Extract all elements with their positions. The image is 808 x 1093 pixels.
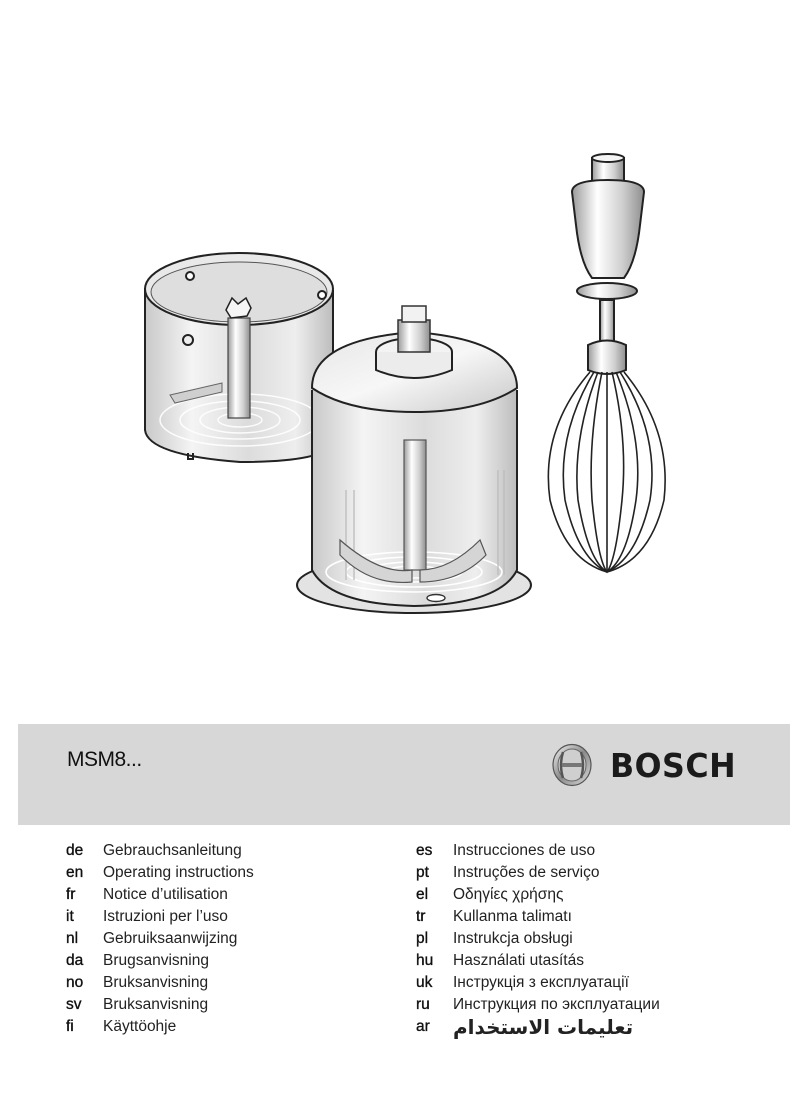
language-label: Kullanma talimatı [453,908,572,925]
language-label: Instrukcja obsługi [453,930,573,947]
language-code: pt [416,864,429,881]
language-label: Instrucciones de uso [453,842,596,859]
language-code: el [416,886,429,903]
language-code: ru [416,996,430,1013]
language-label: Instruções de serviço [453,864,600,881]
language-item [66,862,254,884]
language-label: تعليمات الاستخدام [453,1015,634,1039]
language-label: Operating instructions [103,864,254,881]
language-code: tr [416,908,426,925]
whisk-illustration [548,154,665,572]
language-label: Istruzioni per l’uso [103,908,228,925]
language-code: es [416,842,433,859]
language-item [66,840,254,862]
language-code: it [66,908,74,925]
language-label: Használati utasítás [453,952,584,969]
language-code: pl [416,930,429,947]
language-item [416,928,660,950]
language-code: fi [66,1018,74,1035]
cover-band [18,724,790,825]
language-list-left [66,840,254,1038]
language-code: en [66,864,84,881]
language-code: uk [416,974,433,991]
language-item [66,950,254,972]
bosch-armature-icon [550,743,594,787]
language-item [416,884,660,906]
language-label: Οδηγίες χρήσης [453,886,564,903]
language-item [66,928,254,950]
language-item [66,972,254,994]
language-item [416,972,660,994]
language-code: fr [66,886,76,903]
language-label: Інструкція з експлуатації [453,974,629,991]
language-item [66,884,254,906]
language-item [416,950,660,972]
language-code: hu [416,952,434,969]
language-item [66,1016,254,1038]
language-item [416,840,660,862]
brand-name: BOSCH [610,745,737,785]
language-code: ar [416,1018,430,1035]
language-item [416,862,660,884]
language-item [66,906,254,928]
language-code: no [66,974,84,991]
language-item [416,994,660,1016]
language-label: Gebrauchsanleitung [103,842,242,859]
language-label: Notice d’utilisation [103,886,228,903]
language-code: sv [66,996,82,1013]
language-list-right [416,840,660,1038]
brand-logo-group [550,742,741,788]
language-code: de [66,842,84,859]
language-code: nl [66,930,79,947]
language-label: Brugsanvisning [103,952,209,969]
model-number: MSM8... [67,748,142,771]
language-item [66,994,254,1016]
bowl-insert-illustration [145,253,333,462]
language-label: Gebruiksaanwijzing [103,930,238,947]
language-label: Bruksanvisning [103,996,209,1013]
language-item [416,906,660,928]
language-label: Käyttöohje [103,1018,177,1035]
language-item [416,1016,660,1038]
language-code: da [66,952,84,969]
language-label: Bruksanvisning [103,974,209,991]
language-label: Инструкция по эксплуатации [453,996,660,1013]
